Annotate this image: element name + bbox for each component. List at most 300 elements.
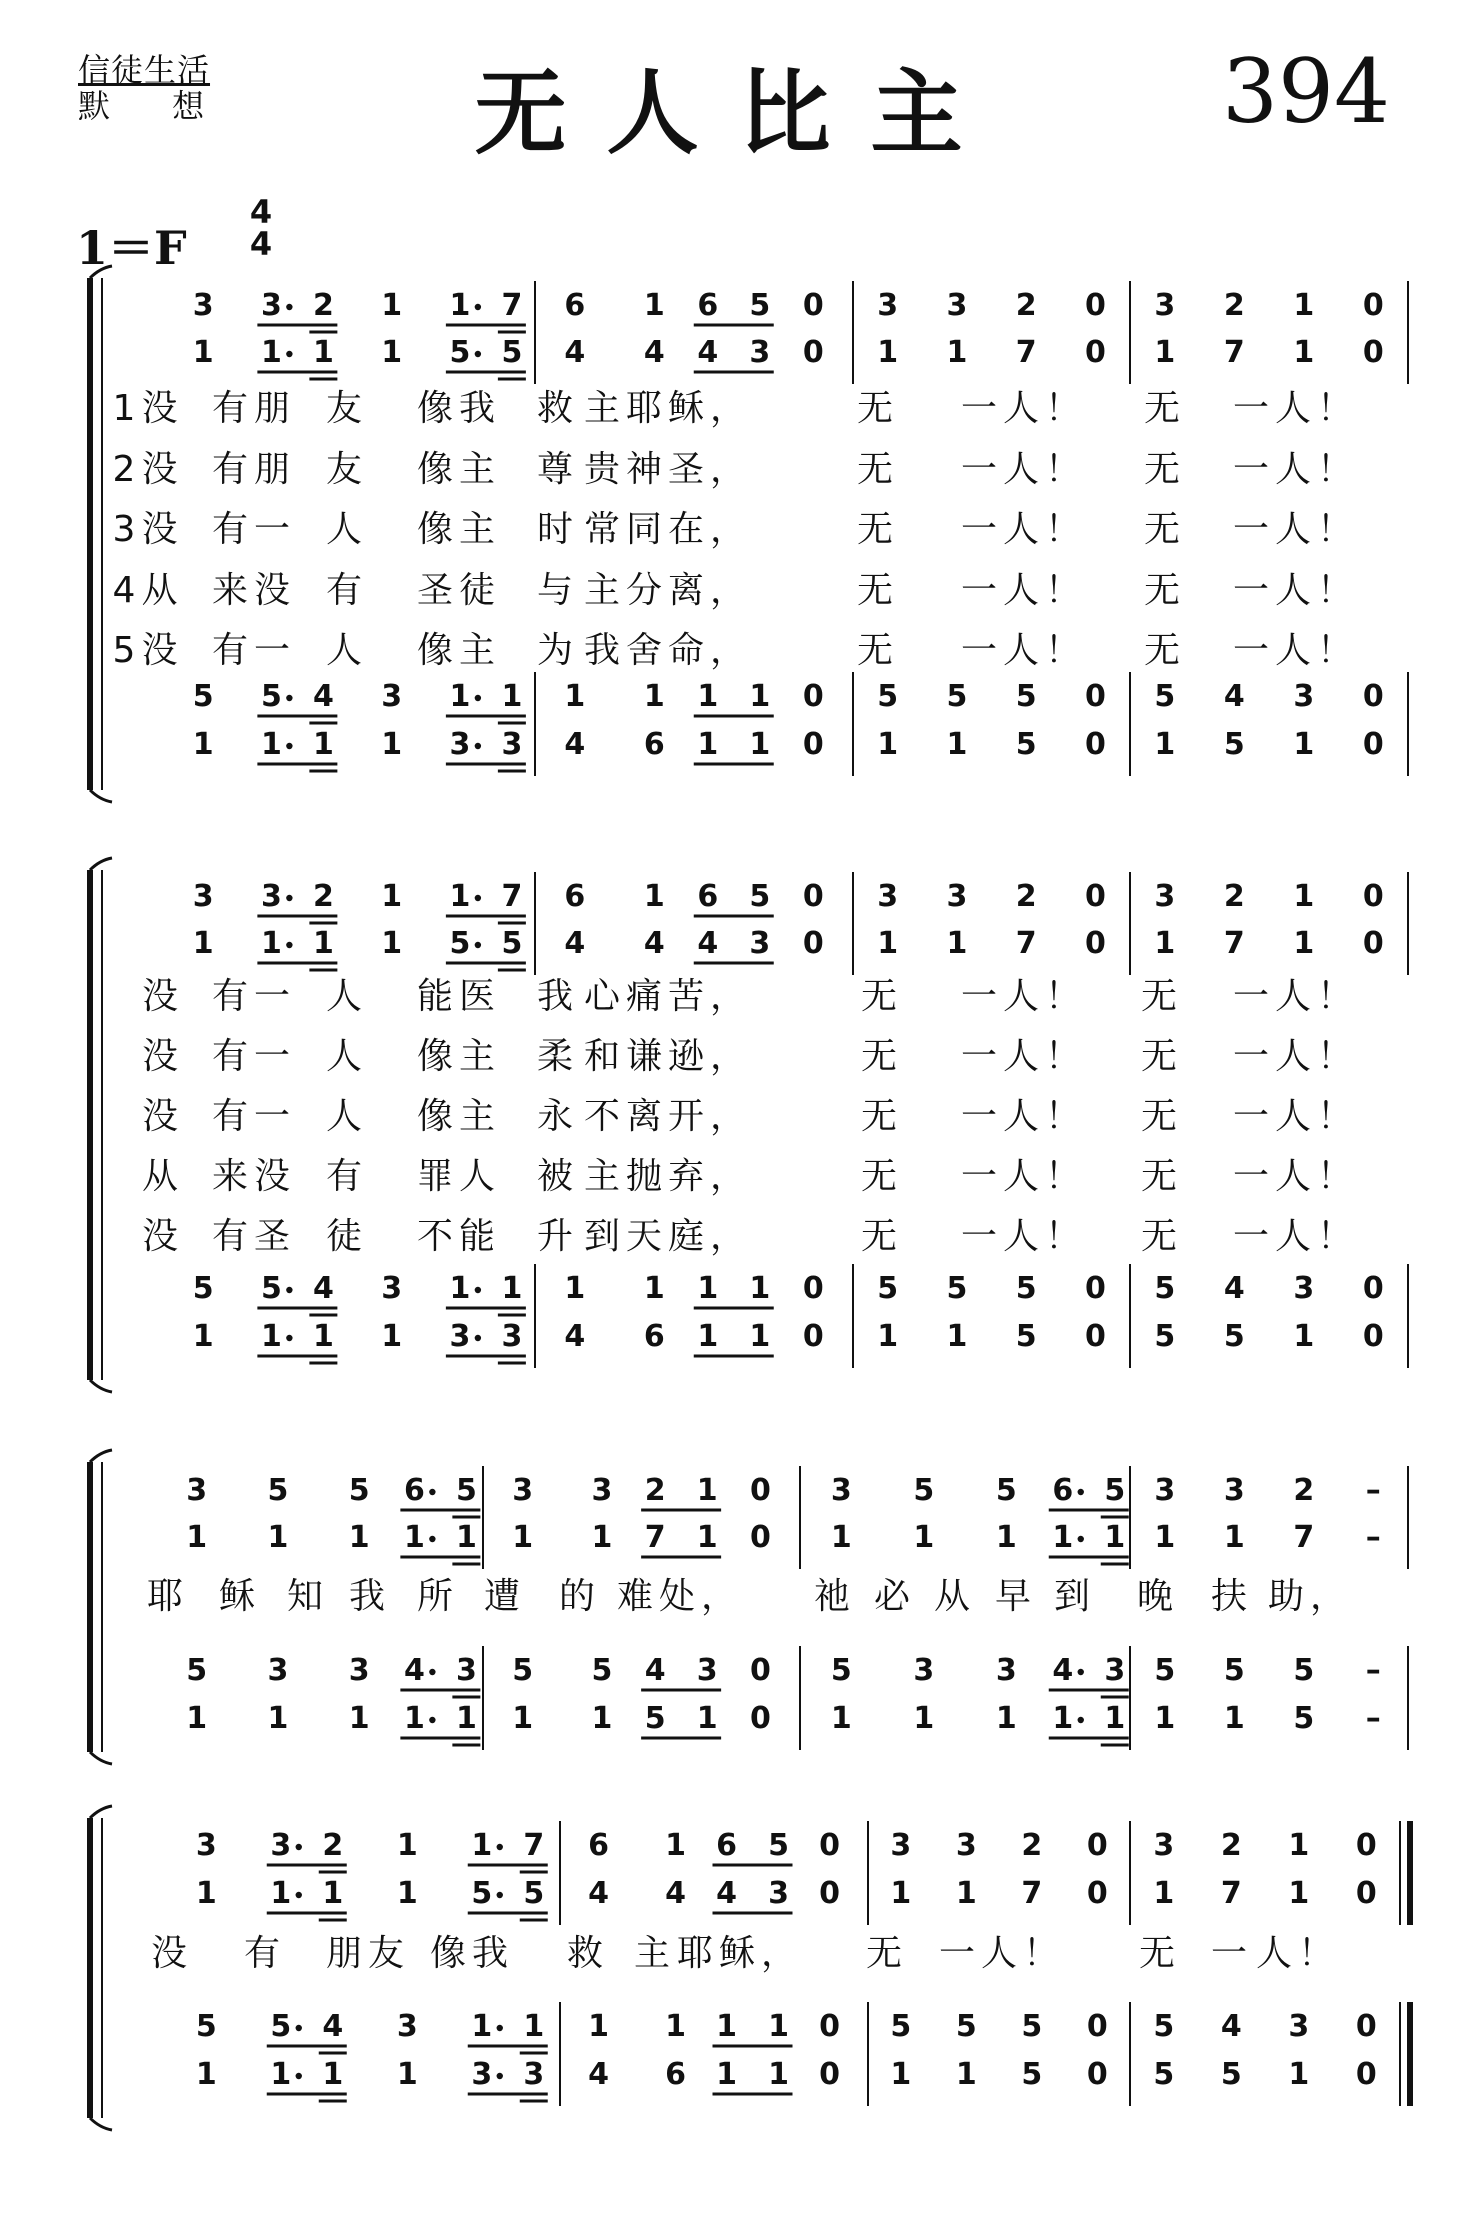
- system-verse-b-lyric-1-7: 一人！: [960, 1036, 1088, 1077]
- system-verse-a-lyric-0-7: 一人！: [960, 388, 1088, 429]
- system-refrain-top-part-0-beat-6-note-b: 5: [768, 1828, 789, 1863]
- system-verse-a-top-part-1-beat-12-note: 1: [1154, 335, 1176, 370]
- system-refrain-bottom-part-1-beat-4-note: 4: [588, 2057, 609, 2092]
- system-chorus-bottom-part-1-beat-1-note: 1: [267, 1701, 289, 1736]
- system-refrain-bottom-part-1-beat-11-note: 0: [1086, 2057, 1108, 2092]
- system-verse-a-lyric-1-9: 一人！: [1232, 449, 1360, 490]
- system-refrain-bottom-part-0-beat-4-note: 1: [588, 2009, 609, 2044]
- system-verse-a-lyric-1-1: 有朋: [211, 449, 297, 490]
- system-refrain-bottom-part-0-beat-13-note: 4: [1220, 2009, 1242, 2044]
- system-verse-a-lyric-4-8: 无: [1143, 630, 1187, 671]
- system-chorus-bottom-part-1-beat-2-note: 1: [348, 1701, 370, 1736]
- system-chorus-bottom-part-1-beat-7-note: 0: [749, 1701, 771, 1736]
- system-verse-b-bottom-part-1-beat-3-note-a: 3: [449, 1319, 471, 1354]
- system-verse-b-lyric-1-5: 和谦逊，: [583, 1036, 753, 1077]
- system-refrain-top-part-0-beat-11-note: 0: [1086, 1828, 1108, 1863]
- system-refrain-top-part-1-beat-0-note: 1: [195, 1876, 217, 1911]
- system-chorus-top-part-0-beat-11-note-b: 5: [1104, 1473, 1126, 1508]
- system-chorus-top-part-0-beat-2-note: 5: [348, 1473, 370, 1508]
- system-verse-a-bottom-part-1-beat-6-note-a: 1: [697, 727, 719, 762]
- system-chorus-top-part-0-beat-0-note: 3: [186, 1473, 208, 1508]
- system-refrain-lyric-0-7: 无: [865, 1933, 909, 1974]
- system-verse-b-top-part-1-beat-12-note: 1: [1154, 926, 1176, 961]
- system-chorus-bottom-part-0-beat-3-note-a: 4: [403, 1653, 425, 1688]
- system-verse-a-top-part-0-beat-3-note-b: 7: [501, 288, 523, 323]
- system-verse-b-top-part-0-beat-3-note-a: 1: [449, 879, 471, 914]
- system-verse-b-bottom-part-1-beat-6-note-b: 1: [749, 1319, 771, 1354]
- system-verse-b-bottom-part-1-beat-3-note-b: 3: [501, 1319, 523, 1354]
- system-refrain-bottom-part-1-beat-15-note: 0: [1355, 2057, 1377, 2092]
- system-chorus-bottom-part-0-beat-5-note: 5: [591, 1653, 613, 1688]
- system-verse-a-lyric-2-8: 无: [1143, 509, 1187, 550]
- system-chorus-lyric-0-2: 知: [286, 1576, 330, 1617]
- system-verse-a-top-part-0-beat-2-note: 1: [381, 288, 403, 323]
- system-verse-a-lyric-0-4: 救: [536, 388, 580, 429]
- system-refrain-top-part-1-beat-10-note: 7: [1021, 1876, 1043, 1911]
- system-verse-b-bottom-part-1-beat-9-note: 1: [946, 1319, 968, 1354]
- system-chorus-top-part-0-beat-3-note-b: 5: [455, 1473, 477, 1508]
- system-chorus-bottom-part-1-beat-3-dot: [429, 1717, 435, 1723]
- system-chorus-bottom-part-0-beat-14-note: 5: [1293, 1653, 1315, 1688]
- system-verse-a-top-part-0-beat-9-note: 3: [946, 288, 968, 323]
- system-verse-b-lyric-0-9: 一人！: [1232, 976, 1360, 1017]
- system-chorus-lyric-0-9: 必: [873, 1576, 917, 1617]
- system-refrain-bottom-part-1-beat-1-note-a: 1: [270, 2057, 292, 2092]
- system-verse-a-bottom-part-1-beat-9-note: 1: [946, 727, 968, 762]
- system-refrain-bottom-part-1-beat-9-note: 1: [955, 2057, 977, 2092]
- system-verse-a-top-part-0-beat-0-note: 3: [192, 288, 214, 323]
- system-chorus-top-part-0-beat-6-note-a: 2: [644, 1473, 666, 1508]
- system-verse-b-top-part-1-beat-2-note: 1: [381, 926, 403, 961]
- system-verse-a-top-part-1-beat-2-note: 1: [381, 335, 403, 370]
- system-refrain-top-part-0-beat-5-note: 1: [665, 1828, 686, 1863]
- system-refrain-top-part-0-beat-3-dot: [497, 1844, 503, 1850]
- system-refrain-bottom-part-0-beat-8-note: 5: [890, 2009, 912, 2044]
- system-verse-a-top-part-1-beat-8-note: 1: [877, 335, 899, 370]
- system-refrain-top-part-0-beat-8-note: 3: [890, 1828, 912, 1863]
- system-verse-b-lyric-4-7: 一人！: [960, 1216, 1088, 1257]
- system-verse-b-top-part-0-beat-1-dot: [286, 895, 292, 901]
- hymn-title: 无人比主: [474, 59, 1003, 167]
- system-verse-b-top-part-0-beat-15-note: 0: [1362, 879, 1384, 914]
- system-refrain-bottom-part-1-beat-7-note: 0: [819, 2057, 840, 2092]
- system-verse-b-lyric-1-9: 一人！: [1232, 1036, 1360, 1077]
- system-chorus-bottom-part-0-beat-1-note: 3: [267, 1653, 289, 1688]
- system-verse-a-bottom-part-0-beat-6-note-b: 1: [749, 679, 771, 714]
- system-refrain-top-part-1-beat-14-note: 1: [1288, 1876, 1310, 1911]
- system-chorus-lyric-0-5: 遭: [483, 1576, 527, 1617]
- system-verse-a-lyric-0-9: 一人！: [1232, 388, 1360, 429]
- system-verse-b-top-part-0-beat-6-note-b: 5: [749, 879, 771, 914]
- system-refrain-lyric-0-3: 像我: [429, 1933, 515, 1974]
- system-verse-b-bottom-part-1-beat-15-note: 0: [1362, 1319, 1384, 1354]
- system-chorus-bottom-part-0-beat-11-dot: [1078, 1669, 1084, 1675]
- system-verse-a-top-part-1-beat-5-note: 4: [643, 335, 665, 370]
- system-chorus-top-part-1-beat-12-note: 1: [1154, 1520, 1176, 1555]
- system-verse-b-bottom-part-0-beat-3-note-b: 1: [501, 1271, 523, 1306]
- system-chorus-bottom-part-1-beat-6-note-b: 1: [696, 1701, 718, 1736]
- system-verse-b-top-part-1-beat-3-note-b: 5: [501, 926, 523, 961]
- system-verse-b-lyric-1-0: 没: [141, 1036, 185, 1077]
- system-verse-a-top-part-1-beat-3-dot: [475, 351, 481, 357]
- system-refrain-lyric-0-10: 无: [1138, 1933, 1182, 1974]
- system-verse-a-lyric-4-3: 像主: [416, 630, 502, 671]
- system-verse-b-lyric-2-6: 无: [860, 1096, 904, 1137]
- system-verse-a-bottom-part-1-beat-8-note: 1: [877, 727, 899, 762]
- system-chorus-top-part-1-beat-4-note: 1: [512, 1520, 534, 1555]
- system-refrain-bottom-part-0-beat-15-note: 0: [1355, 2009, 1377, 2044]
- system-verse-b-top-part-0-beat-4-note: 6: [564, 879, 586, 914]
- system-verse-b-bottom-part-0-beat-14-note: 3: [1293, 1271, 1315, 1306]
- system-refrain-bottom-part-1-beat-10-note: 5: [1021, 2057, 1043, 2092]
- system-verse-a-top-part-0-beat-14-note: 1: [1293, 288, 1315, 323]
- system-verse-a-top-part-0-beat-12-note: 3: [1154, 288, 1176, 323]
- system-verse-b-bottom-part-1-beat-1-note-a: 1: [260, 1319, 282, 1354]
- system-verse-a-bottom-part-0-beat-9-note: 5: [946, 679, 968, 714]
- system-chorus-lyric-0-13: 晚: [1136, 1576, 1180, 1617]
- system-verse-a-bottom-part-0-beat-7-note: 0: [802, 679, 824, 714]
- system-verse-a-lyric-3-2: 有: [325, 570, 369, 611]
- system-chorus-bottom-part-1-beat-12-note: 1: [1154, 1701, 1176, 1736]
- system-verse-b-lyric-3-7: 一人！: [960, 1156, 1088, 1197]
- system-chorus-top-part-1-beat-0-note: 1: [186, 1520, 208, 1555]
- system-verse-b-top-part-0-beat-1-note-a: 3: [260, 879, 282, 914]
- system-chorus-top-part-1-beat-3-note-a: 1: [403, 1520, 425, 1555]
- system-verse-b-top-part-1-beat-14-note: 1: [1293, 926, 1315, 961]
- system-verse-a-lyric-0-2: 友: [325, 388, 369, 429]
- system-verse-a-lyric-0-8: 无: [1143, 388, 1187, 429]
- meter-top: 4: [249, 193, 273, 231]
- system-chorus-bottom-part-1-beat-8-note: 1: [830, 1701, 852, 1736]
- system-verse-b-lyric-0-2: 人: [325, 976, 369, 1017]
- system-verse-a-bottom-part-0-beat-4-note: 1: [564, 679, 586, 714]
- system-verse-a-bottom-part-0-beat-5-note: 1: [643, 679, 665, 714]
- system-verse-b-bottom-part-1-beat-3-dot: [475, 1335, 481, 1341]
- system-verse-a-top-part-1-beat-4-note: 4: [564, 335, 586, 370]
- system-verse-a-top-part-1-beat-1-note-a: 1: [260, 335, 282, 370]
- system-refrain-bottom-part-1-beat-6-note-b: 1: [768, 2057, 789, 2092]
- system-chorus-bottom-part-1-beat-5-note: 1: [591, 1701, 613, 1736]
- system-verse-b-bottom-part-1-beat-5-note: 6: [643, 1319, 665, 1354]
- system-refrain-top-part-1-beat-6-note-a: 4: [716, 1876, 737, 1911]
- system-verse-a-bottom-part-0-beat-3-note-a: 1: [449, 679, 471, 714]
- system-verse-b-bottom-part-0-beat-3-note-a: 1: [449, 1271, 471, 1306]
- system-verse-a-bottom-part-0-beat-15-note: 0: [1362, 679, 1384, 714]
- system-verse-b-bottom-part-1-beat-1-note-b: 1: [312, 1319, 334, 1354]
- system-verse-b-bottom-part-1-beat-8-note: 1: [877, 1319, 899, 1354]
- system-verse-b-lyric-4-3: 不能: [416, 1216, 502, 1257]
- system-verse-b-bottom-part-0-beat-10-note: 5: [1015, 1271, 1037, 1306]
- system-verse-b-bracket-hook-top: [90, 858, 112, 870]
- system-refrain-bottom-part-0-beat-6-note-b: 1: [768, 2009, 789, 2044]
- system-chorus-top-part-1-beat-3-dot: [429, 1536, 435, 1542]
- system-verse-a-bottom-part-1-beat-1-note-b: 1: [312, 727, 334, 762]
- system-verse-b-top-part-1-beat-13-note: 7: [1223, 926, 1245, 961]
- system-chorus-bracket-hook-top: [90, 1450, 112, 1462]
- system-verse-a-lyric-0-0: 1没: [112, 388, 184, 429]
- system-refrain-lyric-0-0: 没: [150, 1933, 194, 1974]
- system-verse-b-top-part-0-beat-0-note: 3: [192, 879, 214, 914]
- system-verse-a-bottom-part-0-beat-11-note: 0: [1084, 679, 1106, 714]
- system-verse-b-lyric-4-5: 到天庭，: [583, 1216, 753, 1257]
- system-verse-b-lyric-2-3: 像主: [416, 1096, 502, 1137]
- system-verse-b-lyric-0-4: 我: [536, 976, 580, 1017]
- system-chorus-top-part-1-beat-6-note-a: 7: [644, 1520, 666, 1555]
- system-verse-a-top-part-0-beat-6-note-a: 6: [697, 288, 719, 323]
- system-chorus-top-part-0-beat-9-note: 5: [913, 1473, 935, 1508]
- system-verse-a-top-part-1-beat-11-note: 0: [1084, 335, 1106, 370]
- system-verse-a-lyric-0-3: 像我: [416, 388, 502, 429]
- system-verse-a-top-part-1-beat-10-note: 7: [1015, 335, 1037, 370]
- system-verse-a-lyric-0-5: 主耶稣，: [583, 388, 753, 429]
- system-chorus-bottom-part-1-beat-11-note-a: 1: [1052, 1701, 1074, 1736]
- system-refrain-bottom-part-1-beat-3-dot: [497, 2073, 503, 2079]
- system-verse-b-top-part-0-beat-2-note: 1: [381, 879, 403, 914]
- system-verse-b-bottom-part-1-beat-0-note: 1: [192, 1319, 214, 1354]
- system-verse-a-top-part-0-beat-1-note-b: 2: [312, 288, 334, 323]
- system-verse-b-bottom-part-1-beat-6-note-a: 1: [697, 1319, 719, 1354]
- system-refrain-lyric-0-5: 主: [633, 1933, 677, 1974]
- system-verse-a-lyric-3-4: 与: [536, 570, 580, 611]
- source-line-1: 信徒生活: [78, 51, 211, 89]
- system-verse-b-lyric-1-6: 无: [860, 1036, 904, 1077]
- system-verse-b-bottom-part-0-beat-15-note: 0: [1362, 1271, 1384, 1306]
- system-chorus-top-part-0-beat-14-note: 2: [1293, 1473, 1315, 1508]
- system-verse-b-top-part-0-beat-3-dot: [475, 895, 481, 901]
- system-refrain-top-part-1-beat-3-dot: [497, 1892, 503, 1898]
- system-verse-b-bottom-part-0-beat-4-note: 1: [564, 1271, 586, 1306]
- system-verse-a-lyric-1-7: 一人！: [960, 449, 1088, 490]
- system-verse-a-lyric-4-2: 人: [325, 630, 369, 671]
- system-verse-b-lyric-2-1: 有一: [211, 1096, 297, 1137]
- system-verse-b-lyric-2-8: 无: [1140, 1096, 1184, 1137]
- system-verse-a-bottom-part-1-beat-3-note-a: 3: [449, 727, 471, 762]
- system-verse-b-bottom-part-1-beat-4-note: 4: [564, 1319, 586, 1354]
- system-verse-a-bottom-part-1-beat-12-note: 1: [1154, 727, 1176, 762]
- system-refrain-top-part-1-beat-12-note: 1: [1153, 1876, 1175, 1911]
- system-verse-a-bottom-part-1-beat-0-note: 1: [192, 727, 214, 762]
- system-verse-a-lyric-4-7: 一人！: [960, 630, 1088, 671]
- system-refrain-bottom-part-0-beat-10-note: 5: [1021, 2009, 1043, 2044]
- system-chorus-bottom-part-0-beat-7-note: 0: [749, 1653, 771, 1688]
- system-chorus-bottom-part-1-beat-0-note: 1: [186, 1701, 208, 1736]
- system-verse-a-bottom-part-1-beat-1-note-a: 1: [260, 727, 282, 762]
- system-refrain-bottom-part-0-beat-2-note: 3: [396, 2009, 418, 2044]
- system-refrain-top-part-1-beat-3-note-a: 5: [471, 1876, 493, 1911]
- system-chorus-lyric-0-3: 我: [348, 1576, 392, 1617]
- system-refrain-top-part-0-beat-4-note: 6: [588, 1828, 609, 1863]
- system-verse-a-bracket-hook-top: [90, 266, 112, 278]
- system-verse-b-top-part-1-beat-1-note-a: 1: [260, 926, 282, 961]
- system-verse-a-top-part-1-beat-14-note: 1: [1293, 335, 1315, 370]
- system-verse-b-lyric-3-6: 无: [860, 1156, 904, 1197]
- system-chorus-bottom-part-0-beat-13-note: 5: [1223, 1653, 1245, 1688]
- system-verse-b-top-part-0-beat-10-note: 2: [1015, 879, 1037, 914]
- system-verse-a-lyric-4-1: 有一: [211, 630, 297, 671]
- system-verse-b-top-part-1-beat-5-note: 4: [643, 926, 665, 961]
- system-refrain-lyric-0-4: 救: [566, 1933, 610, 1974]
- system-verse-a-lyric-4-9: 一人！: [1232, 630, 1360, 671]
- system-verse-a-top-part-0-beat-1-dot: [286, 304, 292, 310]
- system-verse-a-lyric-3-3: 圣徒: [416, 570, 502, 611]
- system-verse-b-lyric-4-2: 徒: [325, 1216, 369, 1257]
- system-refrain-top-part-0-beat-1-dot: [296, 1844, 302, 1850]
- system-chorus-top-part-1-beat-2-note: 1: [348, 1520, 370, 1555]
- system-verse-b-lyric-3-4: 被: [536, 1156, 580, 1197]
- source-line-2: 默 想: [78, 87, 231, 125]
- system-refrain-top-part-1-beat-1-note-a: 1: [270, 1876, 292, 1911]
- system-refrain-bottom-part-0-beat-3-note-b: 1: [523, 2009, 545, 2044]
- system-verse-b-bottom-part-1-beat-7-note: 0: [802, 1319, 824, 1354]
- system-verse-b-top-part-0-beat-1-note-b: 2: [312, 879, 334, 914]
- system-verse-a-lyric-2-6: 无: [856, 509, 900, 550]
- system-verse-a-bottom-part-1-beat-11-note: 0: [1084, 727, 1106, 762]
- system-verse-a-top-part-0-beat-5-note: 1: [643, 288, 665, 323]
- system-chorus-bottom-part-1-beat-14-note: 5: [1293, 1701, 1315, 1736]
- system-chorus-bottom-part-1-beat-11-note-b: 1: [1104, 1701, 1126, 1736]
- system-verse-b-top-part-1-beat-6-note-b: 3: [749, 926, 771, 961]
- system-verse-a-top-part-0-beat-7-note: 0: [802, 288, 824, 323]
- system-verse-b-bottom-part-0-beat-7-note: 0: [802, 1271, 824, 1306]
- system-verse-a-bottom-part-0-beat-13-note: 4: [1223, 679, 1245, 714]
- system-verse-b-bottom-part-0-beat-1-dot: [286, 1287, 292, 1293]
- system-verse-a-bottom-part-1-beat-14-note: 1: [1293, 727, 1315, 762]
- system-refrain-top-part-0-beat-0-note: 3: [195, 1828, 217, 1863]
- system-refrain-lyric-0-9: 人！: [980, 1933, 1066, 1974]
- system-verse-a-lyric-1-5: 贵神圣，: [583, 449, 753, 490]
- system-chorus-bottom-part-0-beat-11-note-a: 4: [1052, 1653, 1074, 1688]
- system-verse-a-bottom-part-1-beat-10-note: 5: [1015, 727, 1037, 762]
- system-chorus-bottom-part-0-beat-10-note: 3: [995, 1653, 1017, 1688]
- system-verse-b-lyric-0-1: 有一: [211, 976, 297, 1017]
- system-verse-a-lyric-1-0: 2没: [112, 449, 184, 490]
- system-verse-b-lyric-3-1: 来没: [211, 1156, 297, 1197]
- system-chorus-top-part-0-beat-1-note: 5: [267, 1473, 289, 1508]
- system-verse-b-top-part-1-beat-0-note: 1: [192, 926, 214, 961]
- system-chorus-lyric-0-8: 祂: [813, 1576, 857, 1617]
- system-verse-b-lyric-4-9: 一人！: [1232, 1216, 1360, 1257]
- system-verse-a-bottom-part-0-beat-3-note-b: 1: [501, 679, 523, 714]
- system-refrain-top-part-0-beat-2-note: 1: [396, 1828, 418, 1863]
- system-verse-b-top-part-1-beat-6-note-a: 4: [697, 926, 719, 961]
- system-verse-b-top-part-1-beat-4-note: 4: [564, 926, 586, 961]
- system-verse-b-top-part-0-beat-13-note: 2: [1223, 879, 1245, 914]
- system-chorus-top-part-0-beat-6-note-b: 1: [696, 1473, 718, 1508]
- system-chorus-bottom-part-1-beat-3-note-a: 1: [403, 1701, 425, 1736]
- system-verse-a-lyric-3-9: 一人！: [1232, 570, 1360, 611]
- system-verse-b-bottom-part-1-beat-12-note: 5: [1154, 1319, 1176, 1354]
- system-verse-a-lyric-0-6: 无: [856, 388, 900, 429]
- system-verse-b-lyric-2-4: 永: [536, 1096, 580, 1137]
- system-verse-b-bottom-part-0-beat-5-note: 1: [643, 1271, 665, 1306]
- system-verse-a-lyric-4-4: 为: [536, 630, 580, 671]
- system-verse-a-lyric-4-5: 我舍命，: [583, 630, 753, 671]
- system-chorus-bottom-part-0-beat-12-note: 5: [1154, 1653, 1176, 1688]
- system-verse-a-lyric-1-8: 无: [1143, 449, 1187, 490]
- system-refrain-top-part-0-beat-12-note: 3: [1153, 1828, 1175, 1863]
- system-verse-a-lyric-1-6: 无: [856, 449, 900, 490]
- system-refrain-bottom-part-1-beat-3-note-b: 3: [523, 2057, 545, 2092]
- system-refrain-top-part-0-beat-9-note: 3: [955, 1828, 977, 1863]
- system-chorus-top-part-1-beat-11-dot: [1078, 1536, 1084, 1542]
- system-verse-b-bottom-part-0-beat-13-note: 4: [1223, 1271, 1245, 1306]
- system-refrain-bottom-part-0-beat-1-note-a: 5: [270, 2009, 292, 2044]
- system-verse-a-lyric-3-8: 无: [1143, 570, 1187, 611]
- system-verse-a-top-part-0-beat-13-note: 2: [1223, 288, 1245, 323]
- system-verse-a-lyric-1-4: 尊: [536, 449, 580, 490]
- system-verse-b-top-part-1-beat-1-note-b: 1: [312, 926, 334, 961]
- system-refrain-bottom-part-1-beat-1-note-b: 1: [322, 2057, 344, 2092]
- system-verse-b-lyric-1-3: 像主: [416, 1036, 502, 1077]
- system-refrain-top-part-0-beat-15-note: 0: [1355, 1828, 1377, 1863]
- system-verse-a-top-part-1-beat-1-note-b: 1: [312, 335, 334, 370]
- system-verse-b-bottom-part-0-beat-1-note-a: 5: [260, 1271, 282, 1306]
- system-refrain-top-part-0-beat-1-note-a: 3: [270, 1828, 292, 1863]
- system-verse-a-bottom-part-1-beat-2-note: 1: [381, 727, 403, 762]
- system-chorus-bottom-part-0-beat-2-note: 3: [348, 1653, 370, 1688]
- system-chorus-top-part-0-beat-3-note-a: 6: [403, 1473, 425, 1508]
- system-verse-a-bottom-part-1-beat-4-note: 4: [564, 727, 586, 762]
- system-verse-b-lyric-2-9: 一人！: [1232, 1096, 1360, 1137]
- system-chorus-top-part-1-beat-9-note: 1: [913, 1520, 935, 1555]
- system-chorus-top-part-1-beat-15-note: –: [1365, 1520, 1381, 1555]
- system-verse-a-lyric-3-7: 一人！: [960, 570, 1088, 611]
- system-chorus-top-part-1-beat-11-note-b: 1: [1104, 1520, 1126, 1555]
- system-verse-b-lyric-2-7: 一人！: [960, 1096, 1088, 1137]
- system-refrain-bottom-part-0-beat-6-note-a: 1: [716, 2009, 737, 2044]
- system-chorus-top-part-0-beat-8-note: 3: [830, 1473, 852, 1508]
- system-verse-a-top-part-1-beat-6-note-b: 3: [749, 335, 771, 370]
- system-verse-b-lyric-4-1: 有圣: [211, 1216, 297, 1257]
- system-verse-b-top-part-0-beat-5-note: 1: [643, 879, 665, 914]
- system-verse-a-bottom-part-1-beat-1-dot: [286, 743, 292, 749]
- system-refrain-lyric-0-12: 人！: [1255, 1933, 1341, 1974]
- system-chorus-bottom-part-0-beat-8-note: 5: [830, 1653, 852, 1688]
- system-refrain-top-part-1-beat-15-note: 0: [1355, 1876, 1377, 1911]
- system-verse-b-top-part-1-beat-8-note: 1: [877, 926, 899, 961]
- system-verse-b-top-part-1-beat-7-note: 0: [802, 926, 824, 961]
- system-refrain-bottom-part-1-beat-5-note: 6: [665, 2057, 686, 2092]
- system-verse-b-bottom-part-1-beat-2-note: 1: [381, 1319, 403, 1354]
- system-chorus-bottom-part-1-beat-15-note: –: [1365, 1701, 1381, 1736]
- system-refrain-bottom-part-0-beat-7-note: 0: [819, 2009, 840, 2044]
- system-refrain-top-part-1-beat-6-note-b: 3: [768, 1876, 789, 1911]
- system-refrain-bottom-part-0-beat-0-note: 5: [195, 2009, 217, 2044]
- system-verse-a-lyric-2-3: 像主: [416, 509, 502, 550]
- system-refrain-top-part-1-beat-2-note: 1: [396, 1876, 418, 1911]
- system-refrain-lyric-0-1: 有: [243, 1933, 287, 1974]
- system-verse-a-bottom-part-0-beat-1-note-a: 5: [260, 679, 282, 714]
- key-signature: 1＝F: [76, 221, 187, 275]
- system-verse-b-lyric-1-1: 有一: [211, 1036, 297, 1077]
- system-verse-b-lyric-3-5: 主抛弃，: [583, 1156, 753, 1197]
- system-chorus-top-part-1-beat-11-note-a: 1: [1052, 1520, 1074, 1555]
- system-verse-a-top-part-0-beat-1-note-a: 3: [260, 288, 282, 323]
- system-refrain-bottom-part-0-beat-14-note: 3: [1288, 2009, 1310, 2044]
- system-verse-a-bottom-part-0-beat-1-dot: [286, 695, 292, 701]
- system-verse-a-top-part-1-beat-7-note: 0: [802, 335, 824, 370]
- system-chorus-lyric-0-0: 耶: [146, 1576, 190, 1617]
- system-verse-b-bottom-part-1-beat-13-note: 5: [1223, 1319, 1245, 1354]
- system-verse-b-bottom-part-0-beat-0-note: 5: [192, 1271, 214, 1306]
- system-verse-a-top-part-0-beat-6-note-b: 5: [749, 288, 771, 323]
- system-refrain-bracket-hook-top: [90, 1806, 112, 1818]
- system-verse-a-bottom-part-0-beat-8-note: 5: [877, 679, 899, 714]
- system-refrain-lyric-0-11: 一: [1210, 1933, 1254, 1974]
- system-refrain-top-part-1-beat-9-note: 1: [955, 1876, 977, 1911]
- system-chorus-lyric-0-12: 到: [1053, 1576, 1097, 1617]
- system-verse-b-lyric-4-4: 升: [536, 1216, 580, 1257]
